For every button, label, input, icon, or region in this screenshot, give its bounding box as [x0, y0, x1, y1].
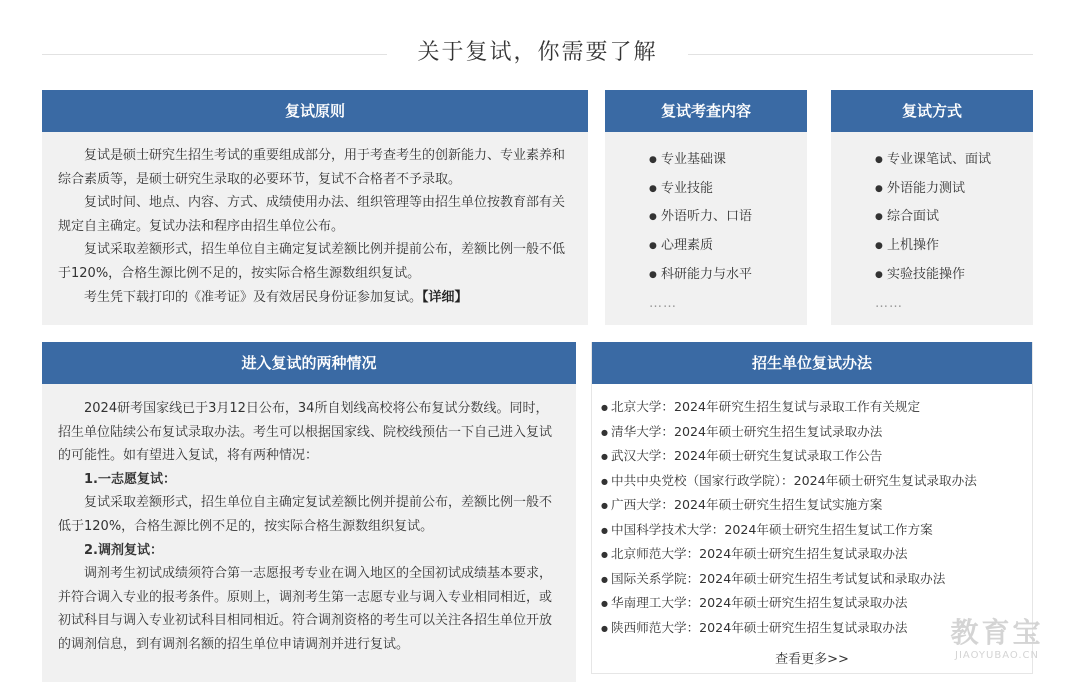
bullet-icon: ●: [601, 403, 608, 412]
watermark-main: 教育宝: [950, 616, 1044, 649]
situations-body: [42, 384, 576, 669]
bullet-icon: ●: [875, 155, 883, 165]
school-link[interactable]: ● 陕西师范大学：2024年硕士研究生招生复试录取办法: [601, 616, 1032, 641]
section-header: [42, 36, 1033, 72]
school-link[interactable]: ● 中共中央党校（国家行政学院）：2024年硕士研究生复试录取办法: [601, 469, 1032, 494]
list-more: ……: [875, 295, 903, 311]
situations-card: [42, 342, 576, 682]
page-title: 关于复试，你需要了解: [417, 40, 658, 65]
school-link[interactable]: ● 北京师范大学：2024年硕士研究生招生复试录取办法: [601, 542, 1032, 567]
school-link[interactable]: ● 武汉大学：2024年硕士研究生复试录取工作公告: [601, 444, 1032, 469]
exam-content-title: 复试考查内容: [605, 90, 807, 132]
school-link[interactable]: ● 广西大学：2024年硕士研究生招生复试实施方案: [601, 493, 1032, 518]
case1-text: 复试采取差额形式，招生单位自主确定复试差额比例并提前公布，差额比例一般不低于120%，合格生源比例不足的，按实际合格生源数组织复试。: [58, 495, 553, 534]
list-item: ● 实验技能操作: [875, 261, 1033, 290]
principles-card: [42, 90, 588, 325]
situations-intro: 2024研考国家线已于3月12日公布，34所自划线高校将公布复试分数线。同时，招生单位陆续公布复试录取办法。考生可以根据国家线、院校线预估一下自己进入复试的可能性。如有望进入复试，将有两种情况：: [58, 401, 553, 464]
school-link[interactable]: ● 北京大学：2024年研究生招生复试与录取工作有关规定: [601, 395, 1032, 420]
bullet-icon: ●: [601, 574, 608, 584]
list-more: ……: [649, 295, 677, 311]
exam-methods-list: [831, 132, 1033, 317]
bullet-icon: ●: [601, 550, 608, 559]
bullet-icon: ●: [601, 476, 608, 486]
bullet-icon: ●: [601, 501, 608, 510]
school-link[interactable]: ● 国际关系学院：2024年硕士研究生招生考试复试和录取办法: [601, 567, 1032, 592]
list-item: ● 科研能力与水平: [649, 261, 807, 290]
bullet-icon: ●: [601, 525, 608, 535]
principles-paragraph: 复试是硕士研究生招生考试的重要组成部分，用于考查考生的创新能力、专业素养和综合素质等，是硕士研究生录取的必要环节，复试不合格者不予录取。: [58, 148, 566, 187]
detail-link[interactable]: 【详细】: [422, 289, 468, 305]
school-link[interactable]: ● 清华大学：2024年硕士研究生招生复试录取办法: [601, 420, 1032, 445]
exam-content-card: [605, 90, 807, 325]
list-item: ● 上机操作: [875, 232, 1033, 261]
bullet-icon: ●: [649, 155, 657, 165]
principles-body: [42, 132, 588, 321]
schools-title: 招生单位复试办法: [592, 342, 1032, 384]
list-item: ● 外语能力测试: [875, 175, 1033, 204]
principles-paragraph: 复试时间、地点、内容、方式、成绩使用办法、组织管理等由招生单位按教育部有关规定自主确定。复试办法和程序由招生单位公布。: [58, 195, 566, 234]
exam-methods-title: 复试方式: [831, 90, 1033, 132]
case2-text: 调剂考生初试成绩须符合第一志愿报考专业在调入地区的全国初试成绩基本要求，并符合调入专业的报考条件。原则上，调剂考生第一志愿专业与调入专业相同相近，或初试科目与调入专业初试科目相同相近。符合调剂资格的考生可以关注各招生单位开放的调剂信息，到有调剂名额的招生单位申请调剂并进行复试。: [58, 566, 553, 652]
schools-list: [592, 384, 1032, 640]
school-link[interactable]: ● 华南理工大学：2024年硕士研究生招生复试录取办法: [601, 591, 1032, 616]
bullet-icon: ●: [875, 269, 883, 280]
case2-title: 2.调剂复试：: [84, 542, 163, 558]
list-item: ● 专业技能: [649, 175, 807, 204]
bullet-icon: ●: [601, 599, 608, 608]
bullet-icon: ●: [601, 623, 608, 633]
exam-content-list: [605, 132, 807, 317]
principles-last-text: 考生凭下载打印的《准考证》及有效居民身份证参加复试。: [84, 289, 423, 305]
situations-title: 进入复试的两种情况: [42, 342, 576, 384]
case1-title: 1.一志愿复试：: [84, 471, 176, 487]
bullet-icon: ●: [875, 241, 883, 252]
bullet-icon: ●: [875, 183, 883, 194]
principles-paragraph: 复试采取差额形式，招生单位自主确定复试差额比例并提前公布，差额比例一般不低于120%，合格生源比例不足的，按实际合格生源数组织复试。: [58, 242, 566, 281]
list-item: ● 综合面试: [875, 203, 1033, 232]
bullet-icon: ●: [649, 212, 657, 223]
school-link[interactable]: ● 中国科学技术大学：2024年硕士研究生招生复试工作方案: [601, 518, 1032, 543]
bullet-icon: ●: [601, 427, 608, 437]
header-divider-right: [688, 54, 1033, 55]
view-more-link[interactable]: 查看更多>>: [775, 652, 849, 667]
list-item: ● 外语听力、口语: [649, 203, 807, 232]
list-item: ● 专业基础课: [649, 146, 807, 175]
principles-paragraph: [58, 286, 572, 310]
bullet-icon: ●: [649, 269, 657, 280]
bullet-icon: ●: [649, 241, 657, 252]
bullet-icon: ●: [601, 452, 608, 461]
list-item: ● 心理素质: [649, 232, 807, 261]
bullet-icon: ●: [649, 183, 657, 194]
list-item: ● 专业课笔试、面试: [875, 146, 1033, 175]
watermark-sub: JIAOYUBAO.CN: [955, 650, 1039, 661]
bullet-icon: ●: [875, 212, 883, 223]
watermark-logo: [922, 616, 1072, 662]
principles-card-title: 复试原则: [42, 90, 588, 132]
exam-methods-card: [831, 90, 1033, 325]
